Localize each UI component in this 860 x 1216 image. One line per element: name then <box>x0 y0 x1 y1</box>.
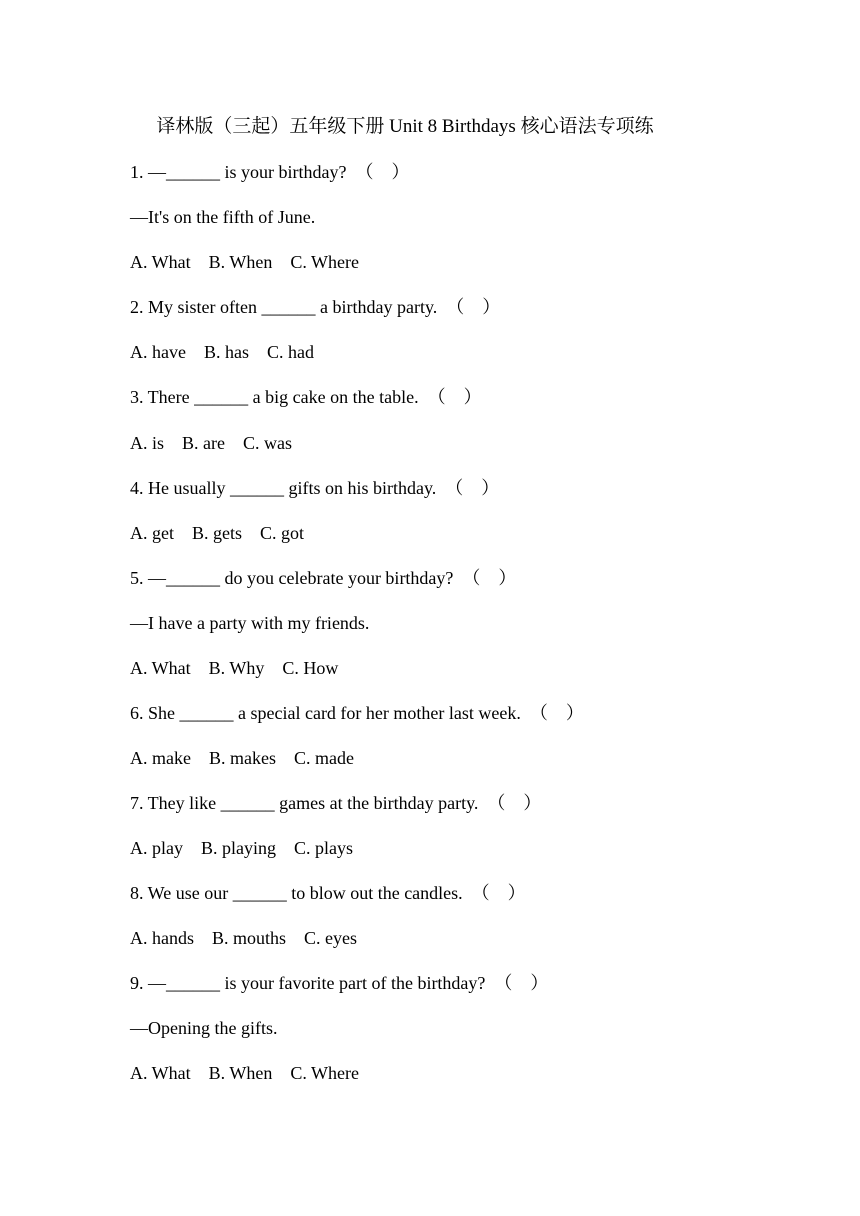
question-9-response: —Opening the gifts. <box>130 1018 278 1038</box>
question-1-response: —It's on the fifth of June. <box>130 207 316 227</box>
question-4-stem: 4. He usually ______ gifts on his birthday. （ ） <box>130 478 500 498</box>
question-7-stem: 7. They like ______ games at the birthday party. （ ） <box>130 793 542 813</box>
question-6-stem: 6. She ______ a special card for her mother last week. （ ） <box>130 703 584 723</box>
worksheet-title: 译林版（三起）五年级下册 Unit 8 Birthdays 核心语法专项练 <box>156 116 654 137</box>
question-6-options: A. make B. makes C. made <box>130 748 354 768</box>
question-8-options: A. hands B. mouths C. eyes <box>130 928 357 948</box>
question-9-options: A. What B. When C. Where <box>130 1063 359 1083</box>
question-2-stem: 2. My sister often ______ a birthday party. （ ） <box>130 297 501 317</box>
question-1-stem: 1. —______ is your birthday? （ ） <box>130 162 410 182</box>
question-4-options: A. get B. gets C. got <box>130 523 304 543</box>
question-5-stem: 5. —______ do you celebrate your birthday? （ ） <box>130 568 517 588</box>
question-3-options: A. is B. are C. was <box>130 433 292 453</box>
question-1-options: A. What B. When C. Where <box>130 252 359 272</box>
question-3-stem: 3. There ______ a big cake on the table. （ ） <box>130 387 482 407</box>
question-5-options: A. What B. Why C. How <box>130 658 339 678</box>
question-5-response: —I have a party with my friends. <box>130 613 370 633</box>
question-7-options: A. play B. playing C. plays <box>130 838 353 858</box>
question-9-stem: 9. —______ is your favorite part of the birthday? （ ） <box>130 973 549 993</box>
question-2-options: A. have B. has C. had <box>130 342 314 362</box>
question-8-stem: 8. We use our ______ to blow out the candles. （ ） <box>130 883 526 903</box>
